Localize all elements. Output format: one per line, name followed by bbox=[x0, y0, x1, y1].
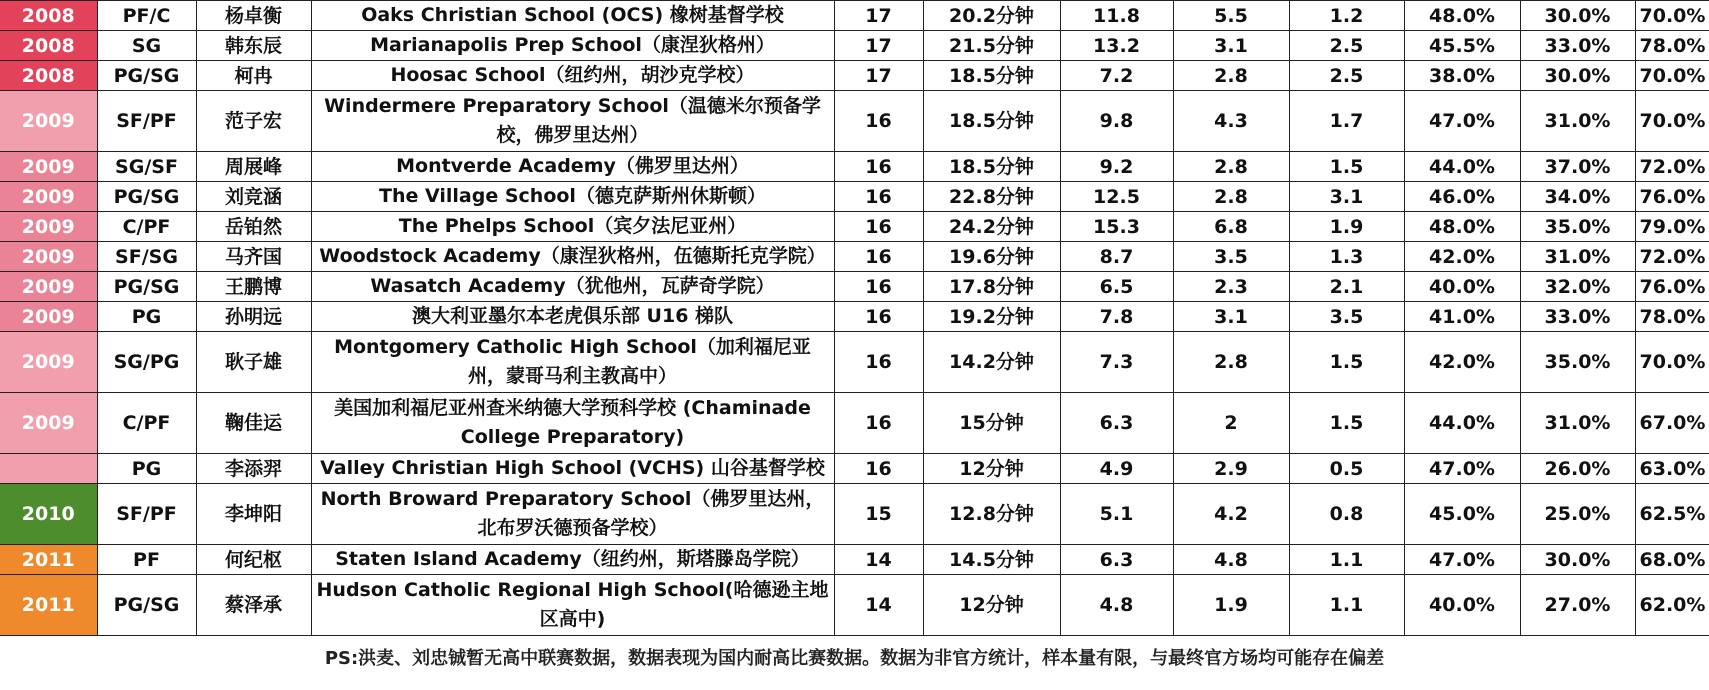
year-cell: 2009 bbox=[0, 332, 97, 393]
year-cell: 2008 bbox=[0, 1, 97, 31]
table-row bbox=[0, 91, 1709, 152]
ft-pct-cell: 62.0% bbox=[1635, 575, 1709, 636]
points-cell: 7.8 bbox=[1060, 302, 1173, 332]
year-cell: 2009 bbox=[0, 393, 97, 454]
year-cell: 2009 bbox=[0, 242, 97, 272]
three-pct-cell: 33.0% bbox=[1520, 31, 1635, 61]
minutes-cell: 14.5分钟 bbox=[923, 545, 1060, 575]
year-cell: 2008 bbox=[0, 31, 97, 61]
three-pct-cell: 34.0% bbox=[1520, 182, 1635, 212]
points-cell: 15.3 bbox=[1060, 212, 1173, 242]
assists-cell: 1.3 bbox=[1289, 242, 1404, 272]
points-cell: 4.8 bbox=[1060, 575, 1173, 636]
ft-pct-cell: 76.0% bbox=[1635, 272, 1709, 302]
points-cell: 6.3 bbox=[1060, 545, 1173, 575]
ft-pct-cell: 62.5% bbox=[1635, 484, 1709, 545]
assists-cell: 3.5 bbox=[1289, 302, 1404, 332]
position-cell: SF/PF bbox=[97, 484, 196, 545]
ft-pct-cell: 68.0% bbox=[1635, 545, 1709, 575]
player-name-cell: 岳铂然 bbox=[196, 212, 311, 242]
minutes-cell: 19.6分钟 bbox=[923, 242, 1060, 272]
position-cell: PF/C bbox=[97, 1, 196, 31]
table-row bbox=[0, 272, 1709, 302]
fg-pct-cell: 47.0% bbox=[1404, 454, 1520, 484]
table-row bbox=[0, 393, 1709, 454]
player-name-cell: 耿子雄 bbox=[196, 332, 311, 393]
school-cell: Valley Christian High School (VCHS) 山谷基督学校 bbox=[311, 454, 834, 484]
position-cell: PG/SG bbox=[97, 182, 196, 212]
year-cell: 2009 bbox=[0, 152, 97, 182]
minutes-cell: 24.2分钟 bbox=[923, 212, 1060, 242]
age-cell: 16 bbox=[834, 272, 923, 302]
rebounds-cell: 2.8 bbox=[1173, 61, 1289, 91]
minutes-cell: 12分钟 bbox=[923, 454, 1060, 484]
fg-pct-cell: 41.0% bbox=[1404, 302, 1520, 332]
assists-cell: 2.5 bbox=[1289, 31, 1404, 61]
player-name-cell: 蔡泽承 bbox=[196, 575, 311, 636]
position-cell: SG bbox=[97, 31, 196, 61]
rebounds-cell: 4.2 bbox=[1173, 484, 1289, 545]
assists-cell: 0.8 bbox=[1289, 484, 1404, 545]
three-pct-cell: 32.0% bbox=[1520, 272, 1635, 302]
school-cell: Oaks Christian School (OCS) 橡树基督学校 bbox=[311, 1, 834, 31]
assists-cell: 1.9 bbox=[1289, 212, 1404, 242]
year-cell: 2009 bbox=[0, 272, 97, 302]
year-cell: 2010 bbox=[0, 484, 97, 545]
ft-pct-cell: 79.0% bbox=[1635, 212, 1709, 242]
fg-pct-cell: 44.0% bbox=[1404, 393, 1520, 454]
rebounds-cell: 2.9 bbox=[1173, 454, 1289, 484]
player-name-cell: 杨卓衡 bbox=[196, 1, 311, 31]
table-row bbox=[0, 302, 1709, 332]
rebounds-cell: 2 bbox=[1173, 393, 1289, 454]
footnote: PS:洪麦、刘忠铖暂无高中联赛数据，数据表现为国内耐高比赛数据。数据为非官方统计，样本量有限，与最终官方场均可能存在偏差 bbox=[324, 648, 1385, 669]
points-cell: 6.5 bbox=[1060, 272, 1173, 302]
three-pct-cell: 30.0% bbox=[1520, 1, 1635, 31]
minutes-cell: 15分钟 bbox=[923, 393, 1060, 454]
three-pct-cell: 37.0% bbox=[1520, 152, 1635, 182]
table-row bbox=[0, 242, 1709, 272]
ft-pct-cell: 78.0% bbox=[1635, 302, 1709, 332]
points-cell: 12.5 bbox=[1060, 182, 1173, 212]
points-cell: 5.1 bbox=[1060, 484, 1173, 545]
points-cell: 9.8 bbox=[1060, 91, 1173, 152]
assists-cell: 1.5 bbox=[1289, 393, 1404, 454]
position-cell: C/PF bbox=[97, 393, 196, 454]
rebounds-cell: 2.8 bbox=[1173, 182, 1289, 212]
year-cell: 2011 bbox=[0, 575, 97, 636]
rebounds-cell: 3.5 bbox=[1173, 242, 1289, 272]
school-cell: North Broward Preparatory School（佛罗里达州，北布罗沃德预备学校） bbox=[311, 484, 834, 545]
three-pct-cell: 27.0% bbox=[1520, 575, 1635, 636]
assists-cell: 1.1 bbox=[1289, 575, 1404, 636]
position-cell: C/PF bbox=[97, 212, 196, 242]
ft-pct-cell: 67.0% bbox=[1635, 393, 1709, 454]
fg-pct-cell: 46.0% bbox=[1404, 182, 1520, 212]
year-cell: 2009 bbox=[0, 91, 97, 152]
player-name-cell: 王鹏博 bbox=[196, 272, 311, 302]
player-name-cell: 范子宏 bbox=[196, 91, 311, 152]
fg-pct-cell: 40.0% bbox=[1404, 272, 1520, 302]
assists-cell: 3.1 bbox=[1289, 182, 1404, 212]
table-row bbox=[0, 182, 1709, 212]
points-cell: 11.8 bbox=[1060, 1, 1173, 31]
age-cell: 15 bbox=[834, 484, 923, 545]
fg-pct-cell: 45.0% bbox=[1404, 484, 1520, 545]
position-cell: SG/SF bbox=[97, 152, 196, 182]
fg-pct-cell: 47.0% bbox=[1404, 91, 1520, 152]
school-cell: Hudson Catholic Regional High School(哈德逊主地区高中) bbox=[311, 575, 834, 636]
fg-pct-cell: 47.0% bbox=[1404, 545, 1520, 575]
rebounds-cell: 3.1 bbox=[1173, 302, 1289, 332]
rebounds-cell: 4.3 bbox=[1173, 91, 1289, 152]
position-cell: SF/SG bbox=[97, 242, 196, 272]
minutes-cell: 17.8分钟 bbox=[923, 272, 1060, 302]
assists-cell: 1.5 bbox=[1289, 152, 1404, 182]
fg-pct-cell: 45.5% bbox=[1404, 31, 1520, 61]
assists-cell: 1.5 bbox=[1289, 332, 1404, 393]
minutes-cell: 18.5分钟 bbox=[923, 61, 1060, 91]
player-name-cell: 刘竞涵 bbox=[196, 182, 311, 212]
assists-cell: 1.1 bbox=[1289, 545, 1404, 575]
table-row bbox=[0, 31, 1709, 61]
position-cell: SG/PG bbox=[97, 332, 196, 393]
age-cell: 16 bbox=[834, 152, 923, 182]
age-cell: 16 bbox=[834, 182, 923, 212]
rebounds-cell: 5.5 bbox=[1173, 1, 1289, 31]
rebounds-cell: 2.3 bbox=[1173, 272, 1289, 302]
three-pct-cell: 26.0% bbox=[1520, 454, 1635, 484]
minutes-cell: 14.2分钟 bbox=[923, 332, 1060, 393]
player-name-cell: 鞠佳运 bbox=[196, 393, 311, 454]
table-row bbox=[0, 212, 1709, 242]
minutes-cell: 21.5分钟 bbox=[923, 31, 1060, 61]
table-row bbox=[0, 484, 1709, 545]
ft-pct-cell: 70.0% bbox=[1635, 91, 1709, 152]
rebounds-cell: 4.8 bbox=[1173, 545, 1289, 575]
player-name-cell: 韩东辰 bbox=[196, 31, 311, 61]
school-cell: 美国加利福尼亚州查米纳德大学预科学校 (Chaminade College Preparatory) bbox=[311, 393, 834, 454]
fg-pct-cell: 40.0% bbox=[1404, 575, 1520, 636]
year-cell bbox=[0, 454, 97, 484]
year-cell: 2009 bbox=[0, 182, 97, 212]
age-cell: 16 bbox=[834, 302, 923, 332]
minutes-cell: 12分钟 bbox=[923, 575, 1060, 636]
school-cell: Wasatch Academy（犹他州，瓦萨奇学院） bbox=[311, 272, 834, 302]
position-cell: SF/PF bbox=[97, 91, 196, 152]
school-cell: Woodstock Academy（康涅狄格州，伍德斯托克学院） bbox=[311, 242, 834, 272]
age-cell: 16 bbox=[834, 332, 923, 393]
fg-pct-cell: 42.0% bbox=[1404, 242, 1520, 272]
three-pct-cell: 31.0% bbox=[1520, 393, 1635, 454]
three-pct-cell: 31.0% bbox=[1520, 91, 1635, 152]
fg-pct-cell: 48.0% bbox=[1404, 1, 1520, 31]
school-cell: Montverde Academy（佛罗里达州） bbox=[311, 152, 834, 182]
year-cell: 2009 bbox=[0, 212, 97, 242]
player-name-cell: 周展峰 bbox=[196, 152, 311, 182]
school-cell: Montgomery Catholic High School（加利福尼亚州，蒙哥马利主教高中） bbox=[311, 332, 834, 393]
position-cell: PG/SG bbox=[97, 272, 196, 302]
player-name-cell: 李坤阳 bbox=[196, 484, 311, 545]
position-cell: PF bbox=[97, 545, 196, 575]
points-cell: 8.7 bbox=[1060, 242, 1173, 272]
year-cell: 2009 bbox=[0, 302, 97, 332]
school-cell: Windermere Preparatory School（温德米尔预备学校，佛罗里达州） bbox=[311, 91, 834, 152]
table-row bbox=[0, 332, 1709, 393]
school-cell: Marianapolis Prep School（康涅狄格州） bbox=[311, 31, 834, 61]
assists-cell: 1.7 bbox=[1289, 91, 1404, 152]
ft-pct-cell: 70.0% bbox=[1635, 332, 1709, 393]
points-cell: 13.2 bbox=[1060, 31, 1173, 61]
age-cell: 14 bbox=[834, 545, 923, 575]
table-row bbox=[0, 152, 1709, 182]
points-cell: 7.2 bbox=[1060, 61, 1173, 91]
table-row bbox=[0, 1, 1709, 31]
ft-pct-cell: 72.0% bbox=[1635, 152, 1709, 182]
school-cell: The Phelps School（宾夕法尼亚州） bbox=[311, 212, 834, 242]
position-cell: PG bbox=[97, 302, 196, 332]
minutes-cell: 18.5分钟 bbox=[923, 91, 1060, 152]
player-name-cell: 李添羿 bbox=[196, 454, 311, 484]
age-cell: 16 bbox=[834, 242, 923, 272]
position-cell: PG/SG bbox=[97, 61, 196, 91]
age-cell: 16 bbox=[834, 91, 923, 152]
assists-cell: 0.5 bbox=[1289, 454, 1404, 484]
ft-pct-cell: 70.0% bbox=[1635, 1, 1709, 31]
fg-pct-cell: 48.0% bbox=[1404, 212, 1520, 242]
rebounds-cell: 3.1 bbox=[1173, 31, 1289, 61]
minutes-cell: 19.2分钟 bbox=[923, 302, 1060, 332]
position-cell: PG bbox=[97, 454, 196, 484]
ft-pct-cell: 72.0% bbox=[1635, 242, 1709, 272]
table-row bbox=[0, 545, 1709, 575]
school-cell: Hoosac School（纽约州，胡沙克学校） bbox=[311, 61, 834, 91]
points-cell: 6.3 bbox=[1060, 393, 1173, 454]
minutes-cell: 20.2分钟 bbox=[923, 1, 1060, 31]
ft-pct-cell: 76.0% bbox=[1635, 182, 1709, 212]
age-cell: 14 bbox=[834, 575, 923, 636]
table-row bbox=[0, 61, 1709, 91]
three-pct-cell: 25.0% bbox=[1520, 484, 1635, 545]
minutes-cell: 22.8分钟 bbox=[923, 182, 1060, 212]
school-cell: Staten Island Academy（纽约州，斯塔滕岛学院） bbox=[311, 545, 834, 575]
three-pct-cell: 31.0% bbox=[1520, 242, 1635, 272]
player-name-cell: 柯冉 bbox=[196, 61, 311, 91]
three-pct-cell: 33.0% bbox=[1520, 302, 1635, 332]
rebounds-cell: 6.8 bbox=[1173, 212, 1289, 242]
school-cell: 澳大利亚墨尔本老虎俱乐部 U16 梯队 bbox=[311, 302, 834, 332]
player-name-cell: 孙明远 bbox=[196, 302, 311, 332]
assists-cell: 2.5 bbox=[1289, 61, 1404, 91]
player-name-cell: 何纪枢 bbox=[196, 545, 311, 575]
rebounds-cell: 2.8 bbox=[1173, 152, 1289, 182]
age-cell: 17 bbox=[834, 61, 923, 91]
three-pct-cell: 30.0% bbox=[1520, 61, 1635, 91]
age-cell: 17 bbox=[834, 1, 923, 31]
fg-pct-cell: 44.0% bbox=[1404, 152, 1520, 182]
age-cell: 16 bbox=[834, 454, 923, 484]
assists-cell: 1.2 bbox=[1289, 1, 1404, 31]
rebounds-cell: 1.9 bbox=[1173, 575, 1289, 636]
age-cell: 17 bbox=[834, 31, 923, 61]
player-name-cell: 马齐国 bbox=[196, 242, 311, 272]
minutes-cell: 12.8分钟 bbox=[923, 484, 1060, 545]
table-row bbox=[0, 575, 1709, 636]
age-cell: 16 bbox=[834, 393, 923, 454]
points-cell: 7.3 bbox=[1060, 332, 1173, 393]
minutes-cell: 18.5分钟 bbox=[923, 152, 1060, 182]
three-pct-cell: 35.0% bbox=[1520, 212, 1635, 242]
year-cell: 2011 bbox=[0, 545, 97, 575]
ft-pct-cell: 70.0% bbox=[1635, 61, 1709, 91]
fg-pct-cell: 42.0% bbox=[1404, 332, 1520, 393]
fg-pct-cell: 38.0% bbox=[1404, 61, 1520, 91]
school-cell: The Village School（德克萨斯州休斯顿） bbox=[311, 182, 834, 212]
assists-cell: 2.1 bbox=[1289, 272, 1404, 302]
three-pct-cell: 30.0% bbox=[1520, 545, 1635, 575]
points-cell: 4.9 bbox=[1060, 454, 1173, 484]
three-pct-cell: 35.0% bbox=[1520, 332, 1635, 393]
position-cell: PG/SG bbox=[97, 575, 196, 636]
age-cell: 16 bbox=[834, 212, 923, 242]
ft-pct-cell: 63.0% bbox=[1635, 454, 1709, 484]
year-cell: 2008 bbox=[0, 61, 97, 91]
ft-pct-cell: 78.0% bbox=[1635, 31, 1709, 61]
points-cell: 9.2 bbox=[1060, 152, 1173, 182]
rebounds-cell: 2.8 bbox=[1173, 332, 1289, 393]
table-row bbox=[0, 454, 1709, 484]
